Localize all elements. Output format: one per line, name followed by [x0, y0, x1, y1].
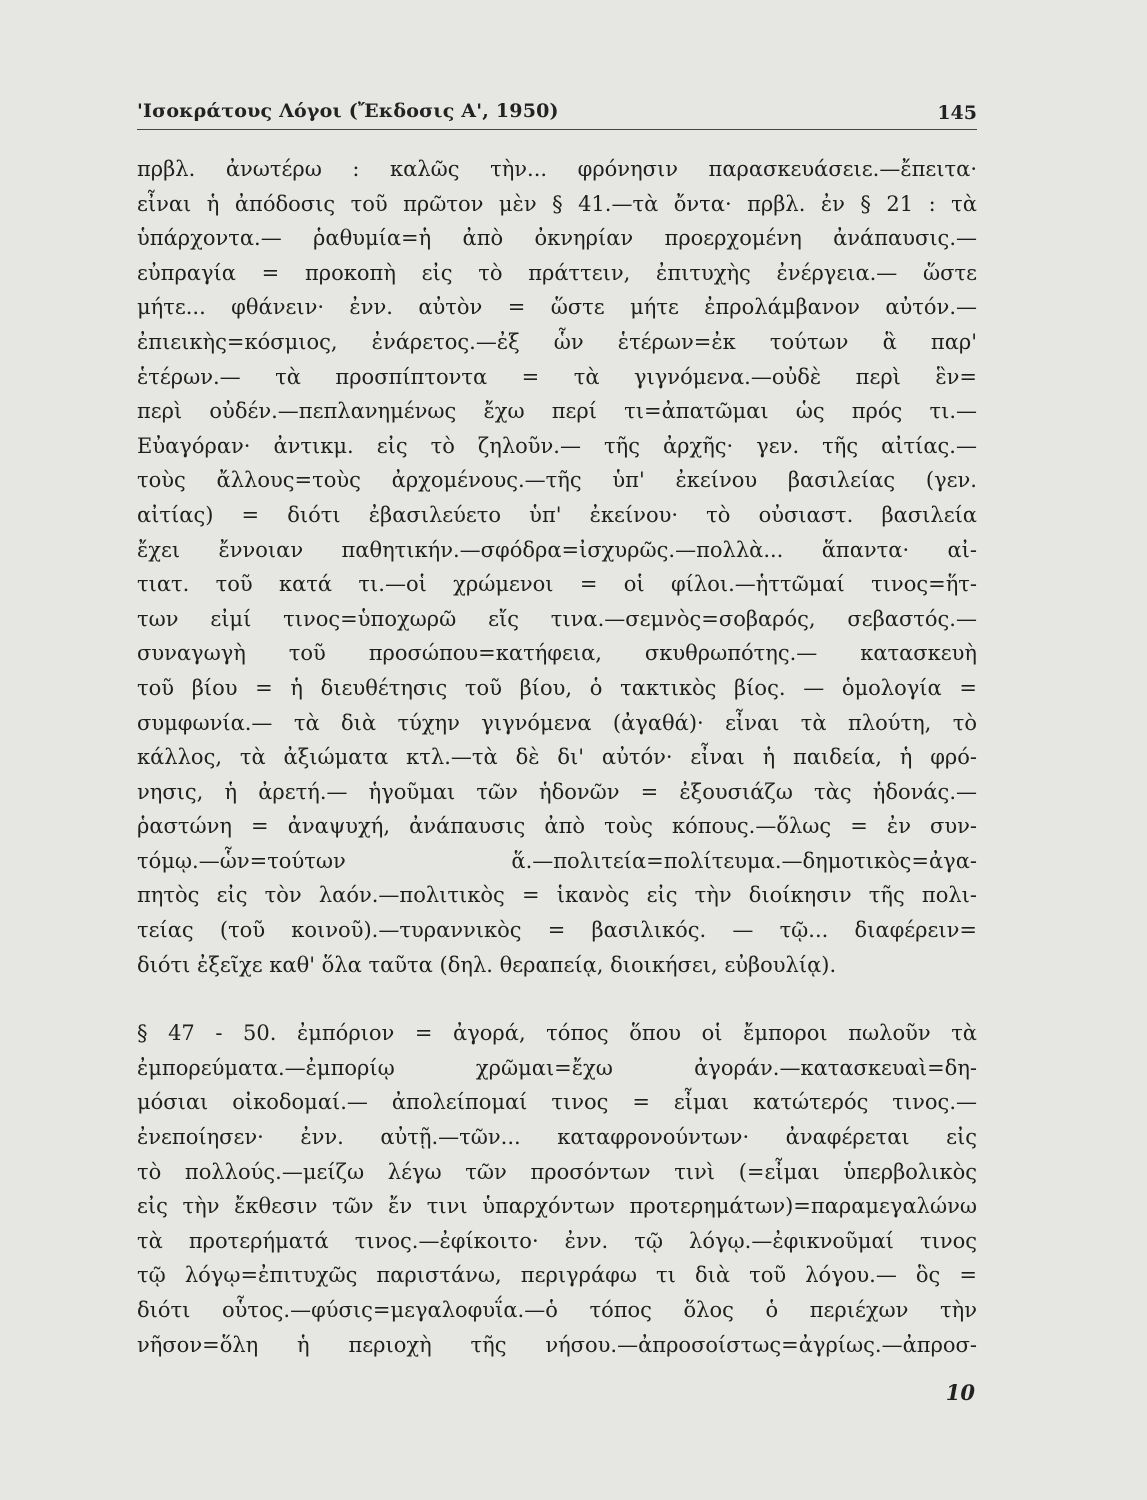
- text-line: μήτε... φθάνειν· ἐνν. αὐτὸν = ὥστε μήτε ἐπρολάμβανον αὐτόν.—: [137, 295, 977, 320]
- text-line: διότι οὗτος.—φύσις=μεγαλοφυΐα.—ὁ τόπος ὅλος ὁ περιέχων τὴν: [137, 1298, 977, 1322]
- text-line: τείας (τοῦ κοινοῦ).—τυραννικὸς = βασιλικός. — τῷ... διαφέρειν=: [137, 918, 977, 943]
- text-line: νῆσον=ὅλη ἡ περιοχὴ τῆς νήσου.—ἀπροσοίστως=ἀγρίως.—ἀπροσ-: [137, 1332, 977, 1357]
- signature-mark: 10: [945, 1380, 975, 1405]
- text-line: πρβλ. ἀνωτέρω : καλῶς τὴν... φρόνησιν παρασκευάσειε.—ἔπειτα·: [137, 157, 977, 181]
- text-line: μόσιαι οἰκοδομαί.— ἀπολείπομαί τινος = εἶμαι κατώτερός τινος.—: [137, 1090, 977, 1115]
- text-line: διότι ἐξεῖχε καθ' ὅλα ταῦτα (δηλ. θεραπείᾳ, διοικήσει, εὐβουλίᾳ).: [137, 952, 837, 977]
- text-line: πητὸς εἰς τὸν λαόν.—πολιτικὸς = ἱκανὸς εἰς τὴν διοίκησιν τῆς πολι-: [137, 883, 977, 908]
- text-line: συμφωνία.— τὰ διὰ τύχην γιγνόμενα (ἀγαθά)· εἶναι τὰ πλούτη, τὸ: [137, 710, 977, 735]
- text-line: Εὐαγόραν· ἀντικμ. εἰς τὸ ζηλοῦν.— τῆς ἀρχῆς· γεν. τῆς αἰτίας.—: [137, 433, 977, 458]
- text-line: ἐνεποίησεν· ἐνν. αὐτῇ.—τῶν... καταφρονούντων· ἀναφέρεται εἰς: [137, 1125, 977, 1150]
- text-line: ἑτέρων.— τὰ προσπίπτοντα = τὰ γιγνόμενα.—οὐδὲ περὶ ἓν=: [137, 364, 977, 389]
- text-line: τόμῳ.—ὧν=τούτων ἅ.—πολιτεία=πολίτευμα.—δημοτικὸς=ἀγα-: [137, 848, 977, 873]
- text-line: τῷ λόγῳ=ἐπιτυχῶς παριστάνω, περιγράφω τι διὰ τοῦ λόγου.— ὃς =: [137, 1263, 977, 1288]
- text-line: ῥαστώνη = ἀναψυχή, ἀνάπαυσις ἀπὸ τοὺς κόπους.—ὅλως = ἐν συν-: [137, 814, 977, 839]
- text-line: κάλλος, τὰ ἀξιώματα κτλ.—τὰ δὲ δι' αὐτόν· εἶναι ἡ παιδεία, ἡ φρό-: [137, 745, 977, 770]
- text-line: § 47 - 50. ἐμπόριον = ἀγορά, τόπος ὅπου οἱ ἔμποροι πωλοῦν τὰ: [137, 1021, 977, 1046]
- text-line: αἰτίας) = διότι ἐβασιλεύετο ὑπ' ἐκείνου· τὸ οὐσιαστ. βασιλεία: [137, 502, 977, 527]
- text-line: τοῦ βίου = ἡ διευθέτησις τοῦ βίου, ὁ τακτικὸς βίος. — ὁμολογία =: [137, 675, 977, 700]
- text-line: τὸ πολλούς.—μείζω λέγω τῶν προσόντων τινὶ (=εἶμαι ὑπερβολικὸς: [137, 1159, 977, 1184]
- header-title: 'Ισοκράτους Λόγοι (Ἔκδοσις Α', 1950): [137, 100, 559, 122]
- text-line: τὰ προτερήματά τινος.—ἐφίκοιτο· ἐνν. τῷ λόγῳ.—ἐφικνοῦμαί τινος: [137, 1228, 977, 1253]
- page-number: 145: [937, 102, 977, 124]
- text-line: εἶναι ἡ ἀπόδοσις τοῦ πρῶτον μὲν § 41.—τὰ ὄντα· πρβλ. ἐν § 21 : τὰ: [137, 191, 977, 216]
- text-line: ἐπιεικὴς=κόσμιος, ἐνάρετος.—ἐξ ὧν ἑτέρων=ἐκ τούτων ἃ παρ': [137, 329, 977, 354]
- text-line: τοὺς ἄλλους=τοὺς ἀρχομένους.—τῆς ὑπ' ἐκείνου βασιλείας (γεν.: [137, 468, 977, 493]
- text-line: τιατ. τοῦ κατά τι.—οἱ χρώμενοι = οἱ φίλοι.—ἡττῶμαί τινος=ἥτ-: [137, 572, 977, 597]
- header-rule: [137, 129, 977, 130]
- text-line: νησις, ἡ ἀρετή.— ἡγοῦμαι τῶν ἡδονῶν = ἐξουσιάζω τὰς ἡδονάς.—: [137, 779, 977, 804]
- text-line: ἐμπορεύματα.—ἐμπορίῳ χρῶμαι=ἔχω ἀγοράν.—κατασκευαὶ=δη-: [137, 1055, 977, 1080]
- paragraph-gap: [137, 982, 977, 1016]
- text-line: ἔχει ἔννοιαν παθητικήν.—σφόδρα=ἰσχυρῶς.—πολλὰ... ἅπαντα· αἰ-: [137, 537, 977, 562]
- text-line: ὑπάρχοντα.— ῥαθυμία=ἡ ἀπὸ ὀκνηρίαν προερχομένη ἀνάπαυσις.—: [137, 226, 977, 251]
- text-line: συναγωγὴ τοῦ προσώπου=κατήφεια, σκυθρωπότης.— κατασκευὴ: [137, 641, 977, 666]
- page-body: [137, 152, 977, 1362]
- text-line: περὶ οὐδέν.—πεπλανημένως ἔχω περί τι=ἀπατῶμαι ὡς πρός τι.—: [137, 399, 977, 424]
- text-line: εἰς τὴν ἔκθεσιν τῶν ἔν τινι ὑπαρχόντων προτερημάτων)=παραμεγαλώνω: [137, 1194, 977, 1219]
- text-line: των εἰμί τινος=ὑποχωρῶ εἴς τινα.—σεμνὸς=σοβαρός, σεβαστός.—: [137, 606, 977, 631]
- text-line: εὐπραγία = προκοπὴ εἰς τὸ πράττειν, ἐπιτυχὴς ἐνέργεια.— ὥστε: [137, 260, 977, 285]
